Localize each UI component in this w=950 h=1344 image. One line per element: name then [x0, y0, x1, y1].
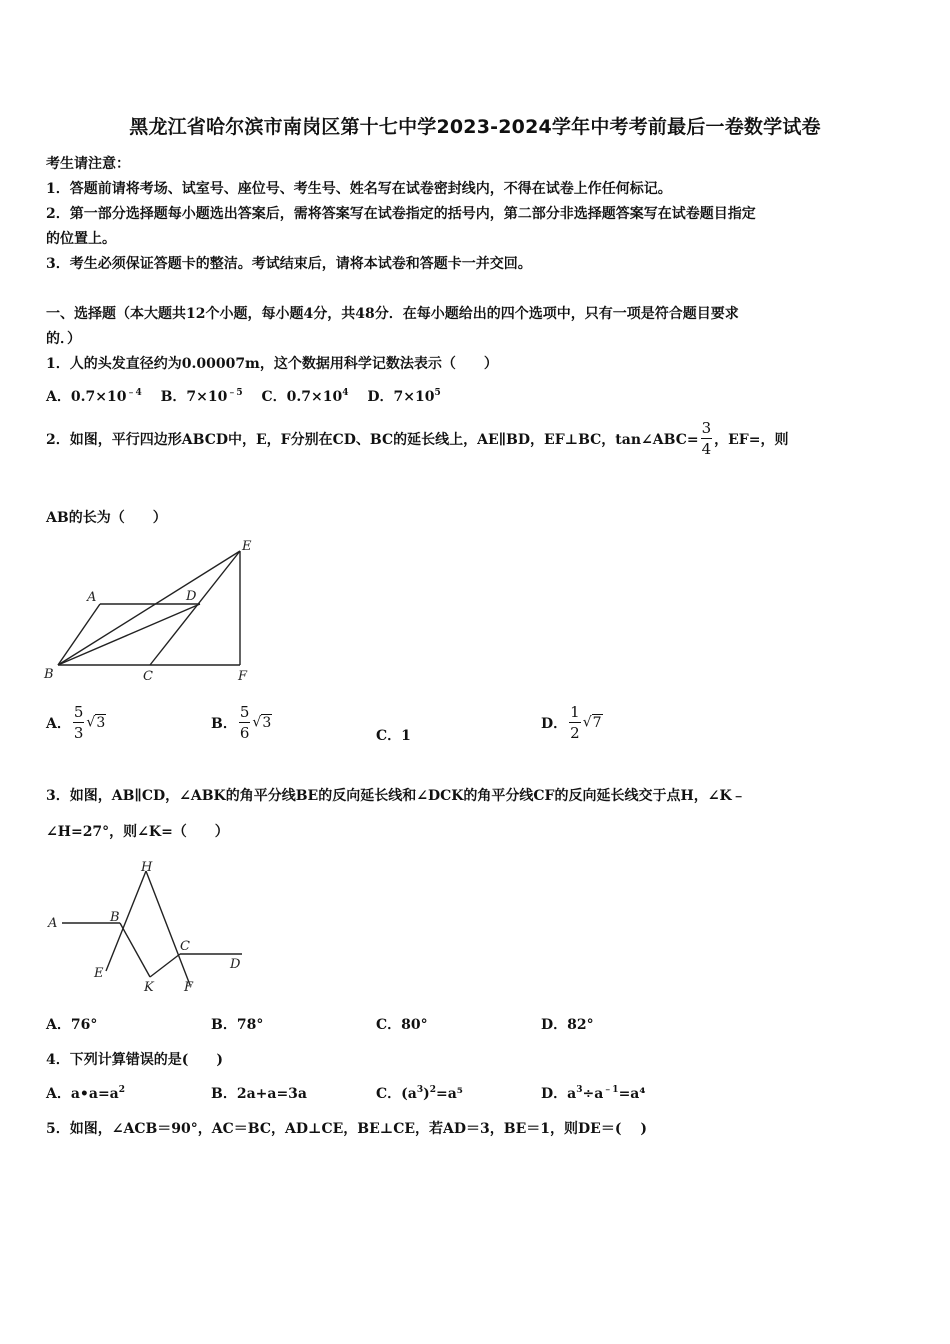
- line-hf: [146, 871, 190, 985]
- q4-option-c: C．$(a^3)^2=a^5$: [376, 1085, 463, 1102]
- q1-option-c: C．$0.7\times 10^4$: [261, 388, 349, 405]
- q3-option-a: A．76°: [46, 1017, 98, 1033]
- section-heading-cont: 的．）: [46, 331, 81, 347]
- segment-ce: [150, 551, 240, 665]
- q2-stem: 2．如图，平行四边形ABCD中，E，F分别在CD、BC的延长线上，AE∥BD，EF⊥BC，tan∠ABC= $\frac{3}{4}$ ，EF=，则: [46, 419, 789, 458]
- q5-stem: 5．如图，∠ACB＝90°，AC＝BC，AD⊥CE，BE⊥CE，若AD＝3，BE＝1，则DE＝( ): [46, 1121, 647, 1137]
- q1-option-a: A．$0.7\times 10^{﹣4}$: [46, 388, 142, 405]
- label-d: D: [186, 589, 197, 604]
- label-d: D: [230, 957, 241, 972]
- label-h: H: [141, 860, 153, 875]
- label-k: K: [144, 980, 154, 995]
- q1-options: [46, 386, 441, 406]
- label-e: E: [94, 966, 104, 981]
- label-a: A: [87, 590, 97, 605]
- q1-option-b: B．$7\times 10^{﹣5}$: [160, 388, 243, 405]
- q4-stem: 4．下列计算错误的是( ): [46, 1052, 223, 1068]
- q2-fraction: $\frac{3}{4}$: [701, 419, 712, 458]
- q2-figure: [40, 535, 270, 685]
- q1-stem: 1．人的头发直径约为0.00007m，这个数据用科学记数法表示（ ）: [46, 356, 498, 372]
- label-f: F: [238, 669, 248, 684]
- line-bk: [120, 923, 150, 977]
- q4-option-a: A．$a•a=a^2$: [46, 1085, 126, 1102]
- q2-option-c: C．1: [376, 728, 411, 744]
- exam-title: 黑龙江省哈尔滨市南岗区第十七中学2023-2024学年中考考前最后一卷数学试卷: [129, 116, 821, 138]
- label-e: E: [242, 539, 252, 554]
- q3-option-d: D．82°: [541, 1017, 594, 1033]
- label-a: A: [48, 916, 58, 931]
- q2-option-a: A． $\frac{5}{3}$ √3: [46, 703, 106, 742]
- q4-option-b: B．2a+a=3a: [211, 1086, 307, 1102]
- q1-option-d: D．$7\times 10^5$: [367, 388, 441, 405]
- notice-item: 1．答题前请将考场、试室号、座位号、考生号、姓名写在试卷密封线内，不得在试卷上作任何标记。: [46, 181, 672, 197]
- q2-stem-cont: AB的长为（ ）: [46, 510, 167, 526]
- line-kc: [150, 954, 180, 977]
- q2-option-b: B． $\frac{5}{6}$ √3: [211, 703, 272, 742]
- label-f: F: [184, 980, 194, 995]
- q3-stem-cont: ∠H=27°，则∠K=（ ）: [46, 824, 229, 840]
- label-b: B: [44, 667, 54, 682]
- label-c: C: [180, 939, 190, 954]
- q4-option-d: D．$a^3\div a^{﹣1}=a^4$: [541, 1085, 646, 1102]
- section-heading: 一、选择题（本大题共12个小题，每小题4分，共48分．在每小题给出的四个选项中，只有一项是符合题目要求: [46, 306, 739, 322]
- notice-item: 3．考生必须保证答题卡的整洁。考试结束后，请将本试卷和答题卡一并交回。: [46, 256, 532, 272]
- q2-option-d: D． $\frac{1}{2}$ √7: [541, 703, 602, 742]
- q3-option-c: C．80°: [376, 1017, 428, 1033]
- q3-figure: [40, 855, 260, 1000]
- segment-be: [58, 551, 240, 665]
- notice-item: 2．第一部分选择题每小题选出答案后，需将答案写在试卷指定的括号内，第二部分非选择题答案写在试卷题目指定: [46, 206, 756, 222]
- q3-stem: 3．如图，AB∥CD，∠ABK的角平分线BE的反向延长线和∠DCK的角平分线CF的反向延长线交于点H，∠K﹣: [46, 788, 746, 804]
- label-c: C: [143, 669, 153, 684]
- notice-item: 的位置上。: [46, 231, 116, 247]
- label-b: B: [110, 910, 120, 925]
- notice-heading: 考生请注意：: [46, 156, 130, 172]
- q3-option-b: B．78°: [211, 1017, 264, 1033]
